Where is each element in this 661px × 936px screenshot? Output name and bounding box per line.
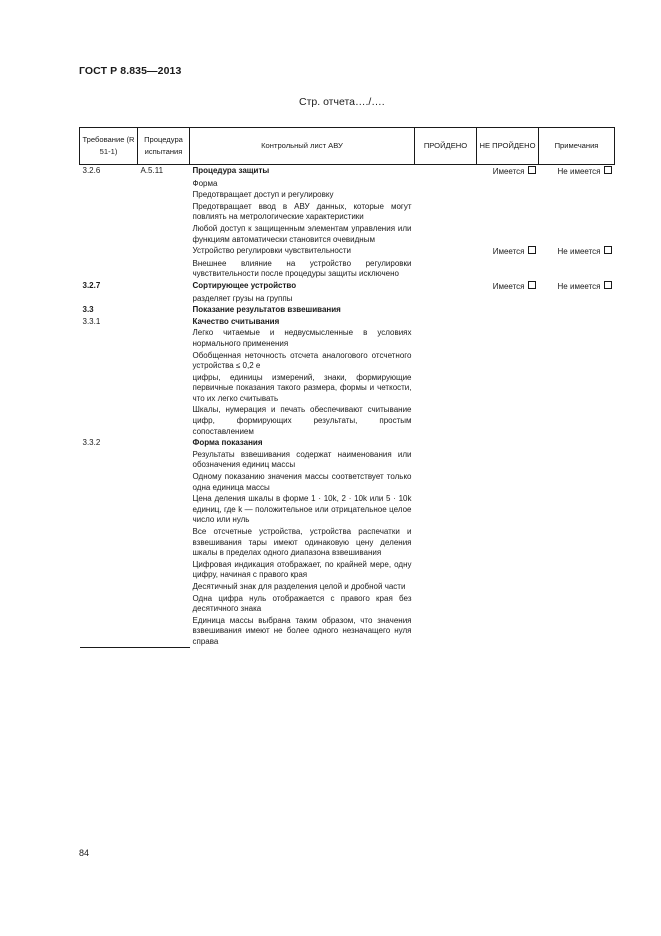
option-no[interactable] [539, 165, 615, 178]
notes-cell[interactable] [539, 559, 615, 581]
option-yes-label: Имеется [492, 281, 525, 291]
passed-cell[interactable] [415, 201, 477, 223]
checklist-item: Одна цифра нуль отображается с правого края без десятичного знака [192, 593, 412, 614]
notes-cell[interactable] [539, 449, 615, 471]
not-passed-cell[interactable] [477, 493, 539, 526]
col-notes: Примечания [539, 128, 615, 165]
not-passed-cell[interactable] [477, 178, 539, 190]
not-passed-cell[interactable] [477, 372, 539, 405]
table-row [80, 449, 615, 471]
notes-cell[interactable] [539, 526, 615, 559]
passed-cell[interactable] [415, 223, 477, 245]
option-no[interactable] [539, 245, 615, 258]
table-row [80, 437, 615, 449]
table-row [80, 471, 615, 493]
table-row [80, 581, 615, 593]
table-row [80, 189, 615, 201]
passed-cell[interactable] [415, 581, 477, 593]
not-passed-cell[interactable] [477, 201, 539, 223]
requirement-cell: 3.3.1 [82, 316, 101, 326]
checklist-item: Цифровая индикация отображает, по крайней мере, одну цифру, начиная с правого края [192, 559, 412, 580]
option-yes[interactable] [415, 165, 539, 178]
table-row [80, 316, 615, 328]
subsection-title: Устройство регулировки чувствительности [192, 246, 351, 256]
section-title: Качество считывания [192, 316, 280, 326]
table-row [80, 615, 615, 648]
requirement-cell: 3.3 [82, 305, 94, 315]
passed-cell[interactable] [415, 526, 477, 559]
notes-cell[interactable] [539, 223, 615, 245]
option-yes[interactable] [415, 280, 539, 293]
passed-cell[interactable] [415, 189, 477, 201]
notes-cell[interactable] [539, 293, 615, 305]
passed-cell[interactable] [415, 404, 477, 437]
table-row [80, 280, 615, 293]
passed-cell[interactable] [415, 350, 477, 372]
passed-cell[interactable] [415, 471, 477, 493]
section-title: Процедура защиты [192, 166, 270, 175]
passed-cell[interactable] [415, 593, 477, 615]
notes-cell[interactable] [539, 372, 615, 405]
checklist-item: Результаты взвешивания содержат наименования или обозначения единиц массы [192, 449, 412, 470]
table-row [80, 493, 615, 526]
checklist-item: Предотвращает ввод в АВУ данных, которые могут повлиять на метрологические характеристики [192, 201, 412, 222]
notes-cell[interactable] [539, 189, 615, 201]
checklist-item: цифры, единицы измерений, знаки, формирующие первичные показания такого размера, формы и четкости, что их легко считывать [192, 372, 412, 403]
not-passed-cell[interactable] [477, 559, 539, 581]
option-no-label: Не имеется [557, 281, 601, 291]
table-row [80, 304, 615, 316]
option-yes-label: Имеется [492, 167, 525, 176]
not-passed-cell[interactable] [477, 189, 539, 201]
option-no-label: Не имеется [557, 167, 601, 176]
checkbox-icon[interactable] [528, 246, 536, 254]
checklist-item: разделяет грузы на группы [192, 293, 293, 303]
section-title: Сортирующее устройство [192, 280, 297, 290]
notes-cell[interactable] [539, 593, 615, 615]
passed-cell[interactable] [415, 449, 477, 471]
notes-cell[interactable] [539, 493, 615, 526]
table-row [80, 327, 615, 349]
table-row [80, 245, 615, 258]
option-no[interactable] [539, 280, 615, 293]
notes-cell[interactable] [539, 471, 615, 493]
not-passed-cell[interactable] [477, 526, 539, 559]
col-passed: ПРОЙДЕНО [415, 128, 477, 165]
passed-cell[interactable] [415, 258, 477, 280]
notes-cell[interactable] [539, 404, 615, 437]
not-passed-cell[interactable] [477, 293, 539, 305]
section-title: Показание результатов взвешивания [192, 305, 341, 315]
table-row [80, 293, 615, 305]
not-passed-cell[interactable] [477, 327, 539, 349]
report-page-field: Стр. отчета…./…. [299, 96, 385, 108]
table-row [80, 165, 615, 178]
not-passed-cell[interactable] [477, 223, 539, 245]
checklist-item: Легко читаемые и недвусмысленные в условиях нормального применения [192, 328, 412, 348]
table-row [80, 526, 615, 559]
checkbox-icon[interactable] [604, 281, 612, 289]
table-row [80, 559, 615, 581]
col-procedure: Процедура испытания [138, 128, 190, 165]
not-passed-cell[interactable] [477, 449, 539, 471]
col-requirement: Требование (R 51-1) [80, 128, 138, 165]
not-passed-cell[interactable] [477, 615, 539, 648]
not-passed-cell[interactable] [477, 350, 539, 372]
checkbox-icon[interactable] [528, 281, 536, 289]
checklist-item: Единица массы выбрана таким образом, что значения взвешивания имеют не более одного незначащего нуля справа [192, 615, 412, 646]
table-row [80, 372, 615, 405]
not-passed-cell[interactable] [477, 593, 539, 615]
not-passed-cell[interactable] [477, 471, 539, 493]
option-yes[interactable] [415, 245, 539, 258]
checklist-item: Любой доступ к защищенным элементам управления или функциям автоматически становится очевидным [192, 223, 412, 244]
checklist-item: Шкалы, нумерация и печать обеспечивают считывание цифр, формирующих результаты, простым сопоставлением [192, 405, 412, 436]
col-not-passed: НЕ ПРОЙДЕНО [477, 128, 539, 165]
notes-cell[interactable] [539, 615, 615, 648]
passed-cell[interactable] [415, 372, 477, 405]
procedure-cell: А.5.11 [140, 166, 164, 175]
table-header-row [80, 128, 615, 165]
passed-cell[interactable] [415, 559, 477, 581]
checklist-item: Десятичный знак для разделения целой и дробной части [192, 581, 406, 591]
not-passed-cell[interactable] [477, 581, 539, 593]
notes-cell[interactable] [539, 258, 615, 280]
section-title: Форма показания [192, 438, 263, 448]
option-yes-label: Имеется [492, 247, 525, 257]
table-row [80, 223, 615, 245]
requirement-cell: 3.3.2 [82, 438, 101, 448]
passed-cell[interactable] [415, 615, 477, 648]
table-row [80, 178, 615, 190]
table-row [80, 350, 615, 372]
not-passed-cell[interactable] [477, 258, 539, 280]
passed-cell[interactable] [415, 293, 477, 305]
checkbox-icon[interactable] [528, 166, 536, 174]
passed-cell[interactable] [415, 178, 477, 190]
checklist-item: Одному показанию значения массы соответствует только одна единица массы [192, 472, 412, 492]
checklist-item: Предотвращает доступ и регулировку [192, 190, 334, 200]
checklist-table [79, 127, 615, 648]
notes-cell[interactable] [539, 327, 615, 349]
checklist-item: Все отсчетные устройства, устройства распечатки и взвешивания тары имеют одинаковую цену деления шкалы в пределах одного диапазона взвешивания [192, 527, 412, 558]
checkbox-icon[interactable] [604, 166, 612, 174]
document-header: ГОСТ Р 8.835—2013 [79, 65, 182, 77]
table-row [80, 201, 615, 223]
table-row [80, 258, 615, 280]
checklist-item: Цена деления шкалы в форме 1 · 10k, 2 · 10k или 5 · 10k единиц, где k — положительное или отрицательное целое число или нуль [192, 494, 412, 525]
notes-cell[interactable] [539, 581, 615, 593]
not-passed-cell[interactable] [477, 404, 539, 437]
passed-cell[interactable] [415, 327, 477, 349]
passed-cell[interactable] [415, 493, 477, 526]
notes-cell[interactable] [539, 350, 615, 372]
checklist-item: Форма [192, 178, 218, 188]
requirement-cell: 3.2.7 [82, 280, 101, 290]
table-row [80, 593, 615, 615]
checklist-item: Внешнее влияние на устройство регулировки чувствительности после процедуры защиты исключено [192, 258, 412, 279]
requirement-cell: 3.2.6 [82, 166, 101, 175]
checkbox-icon[interactable] [604, 246, 612, 254]
notes-cell[interactable] [539, 178, 615, 190]
option-no-label: Не имеется [557, 247, 601, 257]
notes-cell[interactable] [539, 201, 615, 223]
col-checklist: Контрольный лист АВУ [190, 128, 415, 165]
checklist-item: Обобщенная неточность отсчета аналогового отсчетного устройства ≤ 0,2 e [192, 350, 412, 371]
table-row [80, 404, 615, 437]
page-number: 84 [79, 848, 90, 858]
